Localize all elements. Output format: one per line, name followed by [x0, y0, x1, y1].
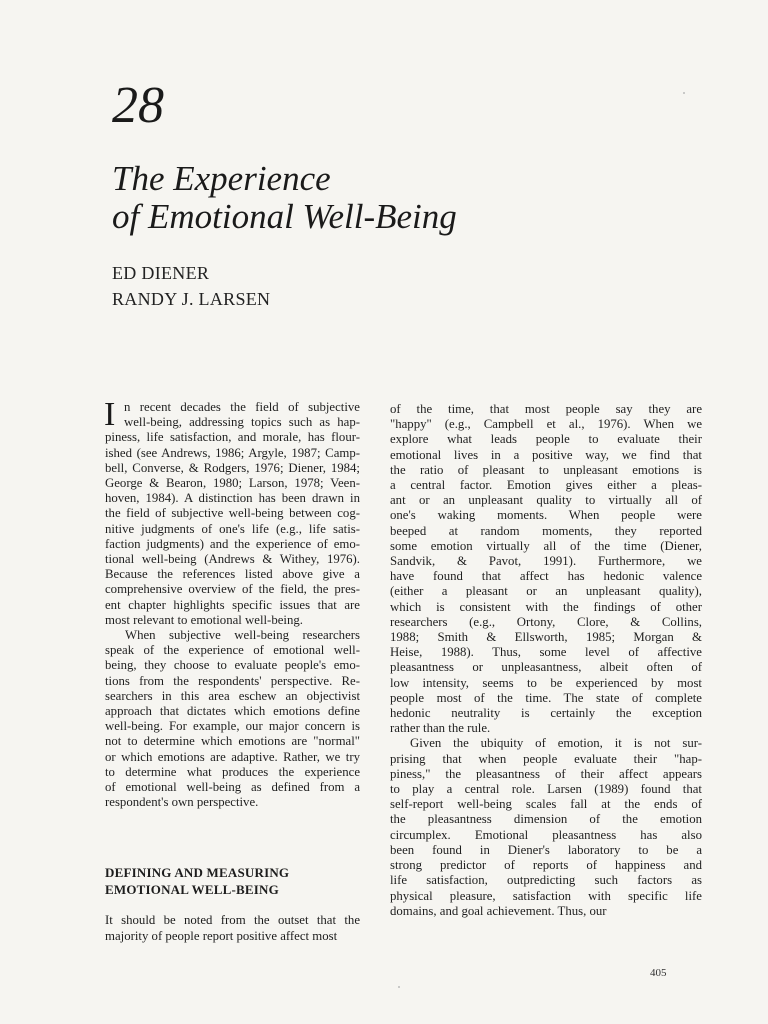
left-column — [104, 396, 360, 810]
text-line: a central factor. Emotion gives either a pleas- — [390, 478, 702, 493]
text-line: tions from the respondents' perspective. Re- — [105, 673, 360, 688]
text-line: George & Bearon, 1980; Larson, 1978; Veen- — [105, 476, 360, 491]
text-line: explore what leads people to evaluate their — [390, 432, 702, 447]
text-line: well-being. For example, our major concern is — [105, 719, 360, 734]
text-line: It should be noted from the outset that the — [105, 913, 360, 927]
chapter-number: 28 — [112, 77, 164, 134]
drop-cap: I — [104, 396, 116, 433]
text-line: the field of subjective well-being between cog- — [105, 506, 360, 521]
text-line: Because the references listed above give a — [105, 567, 360, 582]
text-line: or which emotions are adaptive. Rather, we try — [105, 749, 360, 764]
text-line: When subjective well-being researchers — [125, 628, 360, 643]
right-column — [390, 402, 702, 919]
text-line: the pleasantness dimension of the emotion — [390, 812, 702, 827]
text-line: ished (see Andrews, 1986; Argyle, 1987; Camp- — [105, 445, 360, 460]
text-line: Given the ubiquity of emotion, it is not sur- — [410, 736, 702, 751]
text-line: which is consistent with the findings of other — [390, 599, 702, 614]
text-line: the ratio of pleasant to unpleasant emotions is — [390, 462, 702, 477]
text-line: some emotion virtually all of the time (Diener, — [390, 538, 702, 553]
text-line: have found that affect has hedonic valence — [390, 569, 702, 584]
text-line: strong predictor of reports of happiness and — [390, 858, 702, 873]
text-line: "happy" (e.g., Campbell et al., 1976). When we — [390, 417, 702, 432]
text-line: hedonic neutrality is certainly the exception — [390, 706, 702, 721]
author-name: RANDY J. LARSEN — [112, 289, 271, 309]
text-line: rather than the rule. — [390, 721, 491, 736]
text-line: approach that dictates which emotions define — [105, 704, 360, 719]
text-line: beeped at random moments, they reported — [390, 523, 702, 538]
chapter-title-line: of Emotional Well-Being — [112, 197, 457, 236]
text-line: respondent's own perspective. — [105, 795, 259, 810]
text-line: pleasantness or unpleasantness, albeit often of — [390, 660, 702, 675]
text-line: low intensity, seems to be experienced by most — [390, 675, 702, 690]
scan-speck — [398, 986, 400, 988]
text-line: life satisfaction, outpredicting such factors as — [390, 873, 702, 888]
text-line: n recent decades the field of subjective — [124, 400, 360, 414]
author-name: ED DIENER — [112, 263, 210, 283]
text-line: one's waking moments. When people were — [390, 508, 702, 523]
text-line: hoven, 1984). A distinction has been drawn in — [105, 491, 360, 506]
chapter-title-line: The Experience — [112, 159, 331, 198]
text-line: ant or an unpleasant quality to virtually all of — [390, 493, 702, 508]
text-line: majority of people report positive affect most — [105, 929, 338, 943]
text-line: well-being, addressing topics such as hap- — [124, 415, 360, 430]
text-line: not to determine which emotions are "normal" — [105, 734, 360, 749]
text-line: researchers (e.g., Ortony, Clore, & Collins, — [390, 614, 702, 629]
text-line: being, they choose to evaluate people's emo- — [105, 658, 360, 673]
text-line: to play a central role. Larsen (1989) found that — [390, 782, 702, 797]
text-line: speak of the experience of emotional well- — [105, 643, 360, 658]
text-line: searchers in this area eschew an objectivist — [105, 688, 360, 703]
paragraph — [105, 912, 360, 944]
text-line: prising that when people evaluate their "hap- — [390, 751, 702, 766]
text-line: tional well-being (Andrews & Withey, 1976). — [105, 552, 360, 567]
text-line: bell, Converse, & Rodgers, 1976; Diener, 1984; — [105, 460, 360, 475]
scan-speck — [683, 92, 685, 94]
paragraph — [390, 402, 702, 736]
text-line: piness, life satisfaction, and morale, has flour- — [105, 430, 360, 445]
paragraph — [104, 396, 360, 628]
chapter-title — [112, 160, 632, 236]
text-line: Heise, 1988). Thus, some level of affective — [390, 645, 702, 660]
text-line: self-report well-being scales fall at the ends of — [390, 797, 702, 812]
text-line: 1988; Smith & Ellsworth, 1985; Morgan & — [390, 630, 702, 645]
section-heading-line: DEFINING AND MEASURING — [105, 865, 290, 880]
text-line: Sandvik, & Pavot, 1991). Furthermore, we — [390, 554, 702, 569]
author-list — [112, 260, 270, 312]
text-line: piness," the pleasantness of their affect appears — [390, 766, 702, 781]
text-line: of the time, that most people say they are — [390, 402, 702, 416]
paragraph — [390, 736, 702, 918]
text-line: emotional lives in a positive way, we find that — [390, 447, 702, 462]
text-line: to determine what produces the experience — [105, 764, 360, 779]
text-line: of emotional well-being as defined from a — [105, 780, 360, 795]
text-line: nitive judgments of one's life (e.g., life satis- — [105, 521, 360, 536]
text-line: faction judgments) and the experience of emo- — [105, 536, 360, 551]
page-number: 405 — [650, 967, 667, 979]
text-line: circumplex. Emotional pleasantness has also — [390, 827, 702, 842]
section-heading — [105, 864, 365, 898]
text-line: domains, and goal achievement. Thus, our — [390, 903, 607, 918]
text-line: comprehensive overview of the field, the pres- — [105, 582, 360, 597]
text-line: physical pleasure, satisfaction with specific life — [390, 888, 702, 903]
section-heading-line: EMOTIONAL WELL-BEING — [105, 882, 279, 897]
text-line: (either a pleasant or an unpleasant quality), — [390, 584, 702, 599]
text-line: ent chapter highlights specific issues that are — [105, 597, 360, 612]
text-line: been found in Diener's laboratory to be a — [390, 842, 702, 857]
text-line: people most of the time. The state of complete — [390, 690, 702, 705]
text-line: most relevant to emotional well-being. — [105, 612, 303, 627]
paragraph — [105, 628, 360, 810]
